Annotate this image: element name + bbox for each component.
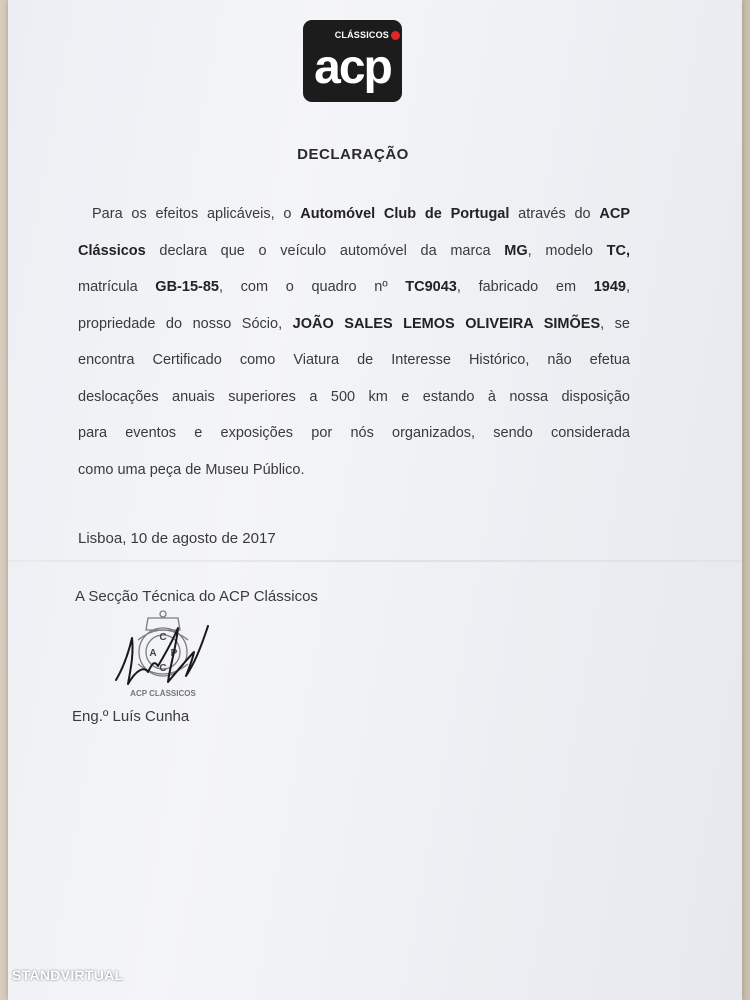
body-emphasis: Automóvel Club de Portugal [300,206,510,222]
body-segment: , fabricado em [456,279,594,295]
body-segment: encontra Certificado como Viatura de Interesse Histórico, não efetua [78,352,630,368]
logo-small-text: CLÁSSICOS [334,30,389,40]
body-emphasis: GB-15-85 [155,279,219,295]
body-emphasis: ACP [599,206,630,222]
stamp-letter-bottom: C [159,663,167,674]
stamp-letter-top: C [159,632,167,643]
body-line [78,379,630,416]
body-emphasis: MG [504,242,528,259]
body-line [78,452,630,489]
body-line [78,196,630,233]
engineer-name: Eng.º Luís Cunha [72,708,190,725]
paper-fold [8,560,742,562]
body-line [78,306,630,343]
place-date: Lisboa, 10 de agosto de 2017 [78,530,276,547]
body-emphasis: JOÃO SALES LEMOS OLIVEIRA SIMÕES [292,315,601,332]
body-line [78,415,630,452]
body-segment: como uma peça de Museu Público. [78,461,305,478]
body-line [78,342,630,379]
body-segment: , modelo [527,242,607,259]
body-segment: , se [600,315,630,332]
body-line [78,269,630,306]
body-segment: propriedade do nosso Sócio, [78,315,293,332]
acp-classicos-logo [303,20,402,102]
body-line [78,233,630,270]
logo-big-text: acp [314,41,391,94]
body-segment: matrícula [78,279,156,295]
body-emphasis: 1949 [593,279,626,295]
body-segment: para eventos e exposições por nós organizados, sendo considerada [78,425,630,441]
stamp-letter-right: P [170,648,178,659]
stamp-letter-left: A [149,648,157,659]
document-title: DECLARAÇÃO [297,146,409,163]
body-segment: deslocações anuais superiores a 500 km e estando à nossa disposição [78,388,630,405]
body-emphasis: TC9043 [405,279,457,295]
signature-stamp [108,600,218,705]
body-emphasis: Clássicos [78,242,146,259]
body-emphasis: TC, [606,242,630,259]
body-segment: através do [509,206,600,222]
standvirtual-watermark: STANDVIRTUAL [12,967,124,983]
body-segment: Para os efeitos aplicáveis, o [92,206,301,222]
body-segment: , com o quadro nº [218,279,406,295]
declaration-body [78,196,630,488]
body-segment: declara que o veículo automóvel da marca [145,242,505,259]
body-segment: , [625,279,630,295]
stamp-label: ACP CLÁSSICOS [130,689,196,698]
issuing-section: A Secção Técnica do ACP Clássicos [75,588,318,605]
